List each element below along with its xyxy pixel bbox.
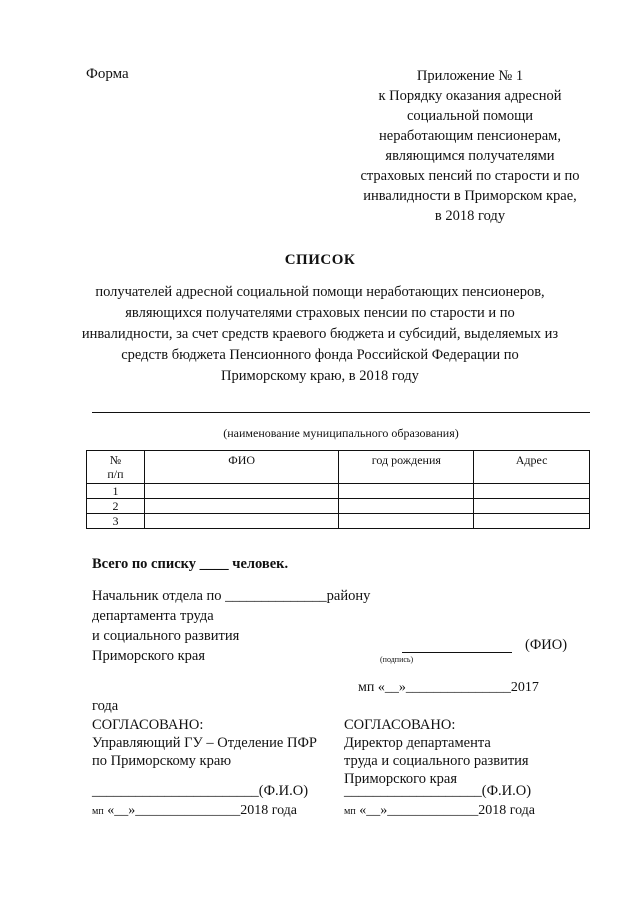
year-word: года [92, 698, 119, 714]
subtitle-line: являющихся получателями страховых пенсии по старости и по [125, 305, 515, 321]
appendix-line: неработающим пенсионерам, [379, 128, 561, 144]
cell-birth-year [339, 514, 474, 529]
stamp-mark: мп [92, 806, 104, 817]
appendix-line: страховых пенсий по старости и по [360, 168, 580, 184]
approval-left [92, 716, 317, 770]
approval-left-stamp-date [92, 803, 297, 819]
form-label: Форма [86, 66, 129, 82]
appendix-block [360, 66, 580, 226]
appendix-line: являющимся получателями [385, 148, 555, 164]
subtitle-line: Приморскому краю, в 2018 году [221, 368, 419, 384]
appendix-line: в 2018 году [434, 208, 506, 224]
total-suffix: человек. [232, 556, 289, 572]
approval-line: Директор департамента [344, 735, 491, 751]
column-header-number-line: п/п [107, 467, 124, 481]
chief-block [92, 586, 370, 666]
chief-title-end: району [326, 588, 371, 604]
signature-caption: (подпись) [380, 655, 414, 664]
subtitle-line: получателей адресной социальной помощи неработающих пенсионеров, [95, 284, 545, 300]
table-header-row [87, 451, 590, 484]
appendix-line: Приложение № 1 [416, 68, 524, 84]
appendix-line: инвалидности в Приморском крае, [363, 188, 577, 204]
chief-line-3: и социального развития [92, 628, 240, 644]
row-number: 1 [87, 484, 145, 499]
recipients-table [86, 450, 590, 529]
column-header-address: Адрес [474, 451, 590, 484]
chief-line-2: департамента труда [92, 608, 214, 624]
cell-fio [144, 514, 339, 529]
chief-line-4: Приморского края [92, 648, 206, 664]
chief-fio: (ФИО) [525, 637, 568, 653]
district-blank: ______________ [225, 588, 327, 604]
subtitle-line: средств бюджета Пенсионного фонда Российской Федерации по [121, 347, 519, 363]
approval-date: «__»_____________2018 года [359, 803, 536, 818]
row-number: 2 [87, 499, 145, 514]
approval-right-stamp-date [344, 803, 535, 819]
cell-birth-year [339, 484, 474, 499]
chief-stamp-date: мп «__»_______________2017 [358, 680, 539, 695]
column-header-birth-year: год рождения [339, 451, 474, 484]
total-blank: ____ [199, 556, 229, 572]
approval-right-signature: ___________________(Ф.И.О) [344, 783, 532, 799]
cell-fio [144, 499, 339, 514]
chief-line-1 [92, 586, 370, 606]
approval-heading: СОГЛАСОВАНО: [92, 717, 204, 733]
table-row [87, 484, 590, 499]
approval-line: труда и социального развития [344, 753, 529, 769]
approval-right [344, 716, 529, 788]
cell-fio [144, 484, 339, 499]
approval-left-signature: _______________________(Ф.И.О) [92, 783, 309, 799]
subtitle-line: инвалидности, за счет средств краевого бюджета и субсидий, выделяемых из [81, 326, 559, 342]
cell-address [474, 499, 590, 514]
document-subtitle [70, 282, 570, 387]
appendix-line: к Порядку оказания адресной [378, 88, 562, 104]
column-header-number-line: № [109, 453, 122, 467]
cell-address [474, 484, 590, 499]
total-count-line [92, 556, 288, 573]
document-title: СПИСОК [284, 252, 356, 268]
cell-address [474, 514, 590, 529]
approval-date: «__»_______________2018 года [107, 803, 298, 818]
cell-birth-year [339, 499, 474, 514]
table-row [87, 499, 590, 514]
approval-line: Приморского края [344, 771, 458, 787]
row-number: 3 [87, 514, 145, 529]
appendix-line: социальной помощи [406, 108, 534, 124]
chief-signature-line [402, 652, 512, 653]
column-header-number [87, 451, 145, 484]
table-row [87, 514, 590, 529]
stamp-mark: мп [344, 806, 356, 817]
approval-line: по Приморскому краю [92, 753, 232, 769]
municipality-caption: (наименование муниципального образования) [223, 426, 459, 440]
chief-title-start: Начальник отдела по [92, 588, 222, 604]
approval-line: Управляющий ГУ – Отделение ПФР [92, 735, 317, 751]
municipality-blank-line [92, 412, 590, 413]
approval-heading: СОГЛАСОВАНО: [344, 717, 456, 733]
total-prefix: Всего по списку [92, 556, 197, 572]
column-header-fio: ФИО [144, 451, 339, 484]
